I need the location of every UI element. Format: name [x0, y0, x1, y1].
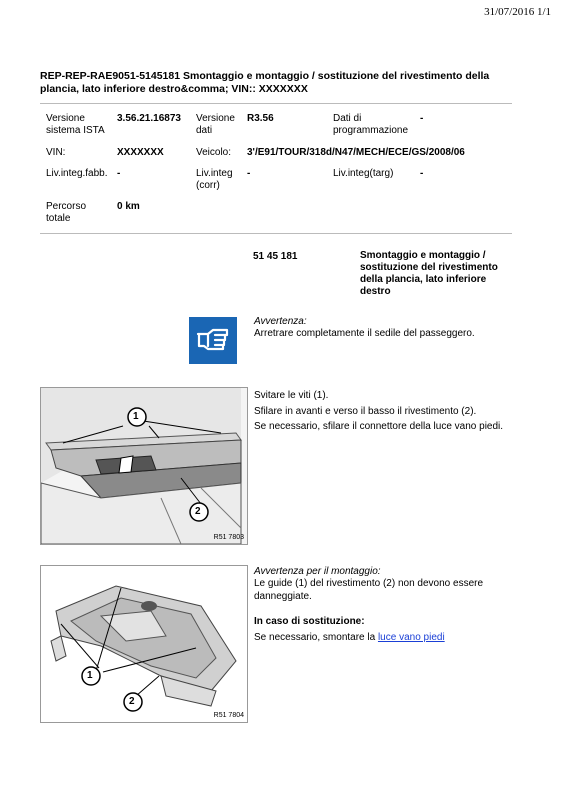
divider-top — [40, 103, 512, 104]
label-vehicle: Veicolo: — [196, 147, 232, 158]
figure-code: R51 7804 — [213, 712, 244, 719]
label-current-level: Liv.integ (corr) — [196, 168, 233, 191]
warning-label: Avvertenza: — [254, 316, 307, 327]
footwell-light-link[interactable]: luce vano piedi — [377, 632, 445, 643]
value-programming-date: - — [420, 113, 424, 124]
divider-bottom — [40, 233, 512, 234]
label-vin: VIN: — [46, 147, 66, 158]
value-target-level: - — [420, 168, 424, 179]
replacement-prefix: Se necessario, smontare la — [254, 632, 378, 643]
print-date: 31/07/2016 1/1 — [484, 6, 551, 18]
label-ista-version: Versione sistema ISTA — [46, 113, 105, 136]
replacement-heading: In caso di sostituzione: — [254, 616, 365, 627]
hand-pointer-icon — [189, 317, 237, 364]
repair-code: 51 45 181 — [253, 251, 298, 262]
value-vehicle: 3'/E91/TOUR/318d/N47/MECH/ECE/GS/2008/06 — [247, 147, 465, 158]
label-target-level: Liv.integ(targ) — [333, 168, 394, 179]
mounting-warning-text: Le guide (1) del rivestimento (2) non devono essere danneggiate. — [254, 578, 484, 602]
label-programming-date: Dati di programmazione — [333, 113, 409, 136]
callout-1: 1 — [87, 670, 93, 681]
section-heading: Smontaggio e montaggio / sostituzione del rivestimento della plancia, lato inferiore destro — [360, 250, 498, 297]
step1-line1: Svitare le viti (1). — [254, 390, 329, 401]
value-current-level: - — [247, 168, 251, 179]
callout-2: 2 — [195, 506, 201, 517]
step1-line3: Se necessario, sfilare il connettore della luce vano piedi. — [254, 421, 504, 432]
value-factory-level: - — [117, 168, 121, 179]
value-mileage: 0 km — [117, 201, 140, 212]
step1-line2: Sfilare in avanti e verso il basso il rivestimento (2). — [254, 406, 477, 417]
label-mileage: Percorso totale — [46, 201, 87, 224]
replacement-text — [254, 631, 514, 644]
value-vin: XXXXXXX — [117, 147, 164, 158]
callout-1: 1 — [133, 411, 139, 422]
label-factory-level: Liv.integ.fabb. — [46, 168, 108, 179]
figure-7804 — [40, 565, 248, 723]
document-title: REP-REP-RAE9051-5145181 Smontaggio e montaggio / sostituzione del rivestimento della plancia, lato inferiore destro&comma; VIN:: XXXXXXX — [40, 70, 490, 95]
figure-7803 — [40, 387, 248, 545]
warning-text: Arretrare completamente il sedile del passeggero. — [254, 328, 475, 339]
value-data-version: R3.56 — [247, 113, 274, 124]
callout-2: 2 — [129, 696, 135, 707]
figure-code: R51 7803 — [213, 534, 244, 541]
mounting-warning-label: Avvertenza per il montaggio: — [254, 566, 381, 577]
label-data-version: Versione dati — [196, 113, 235, 136]
value-ista-version: 3.56.21.16873 — [117, 113, 181, 124]
